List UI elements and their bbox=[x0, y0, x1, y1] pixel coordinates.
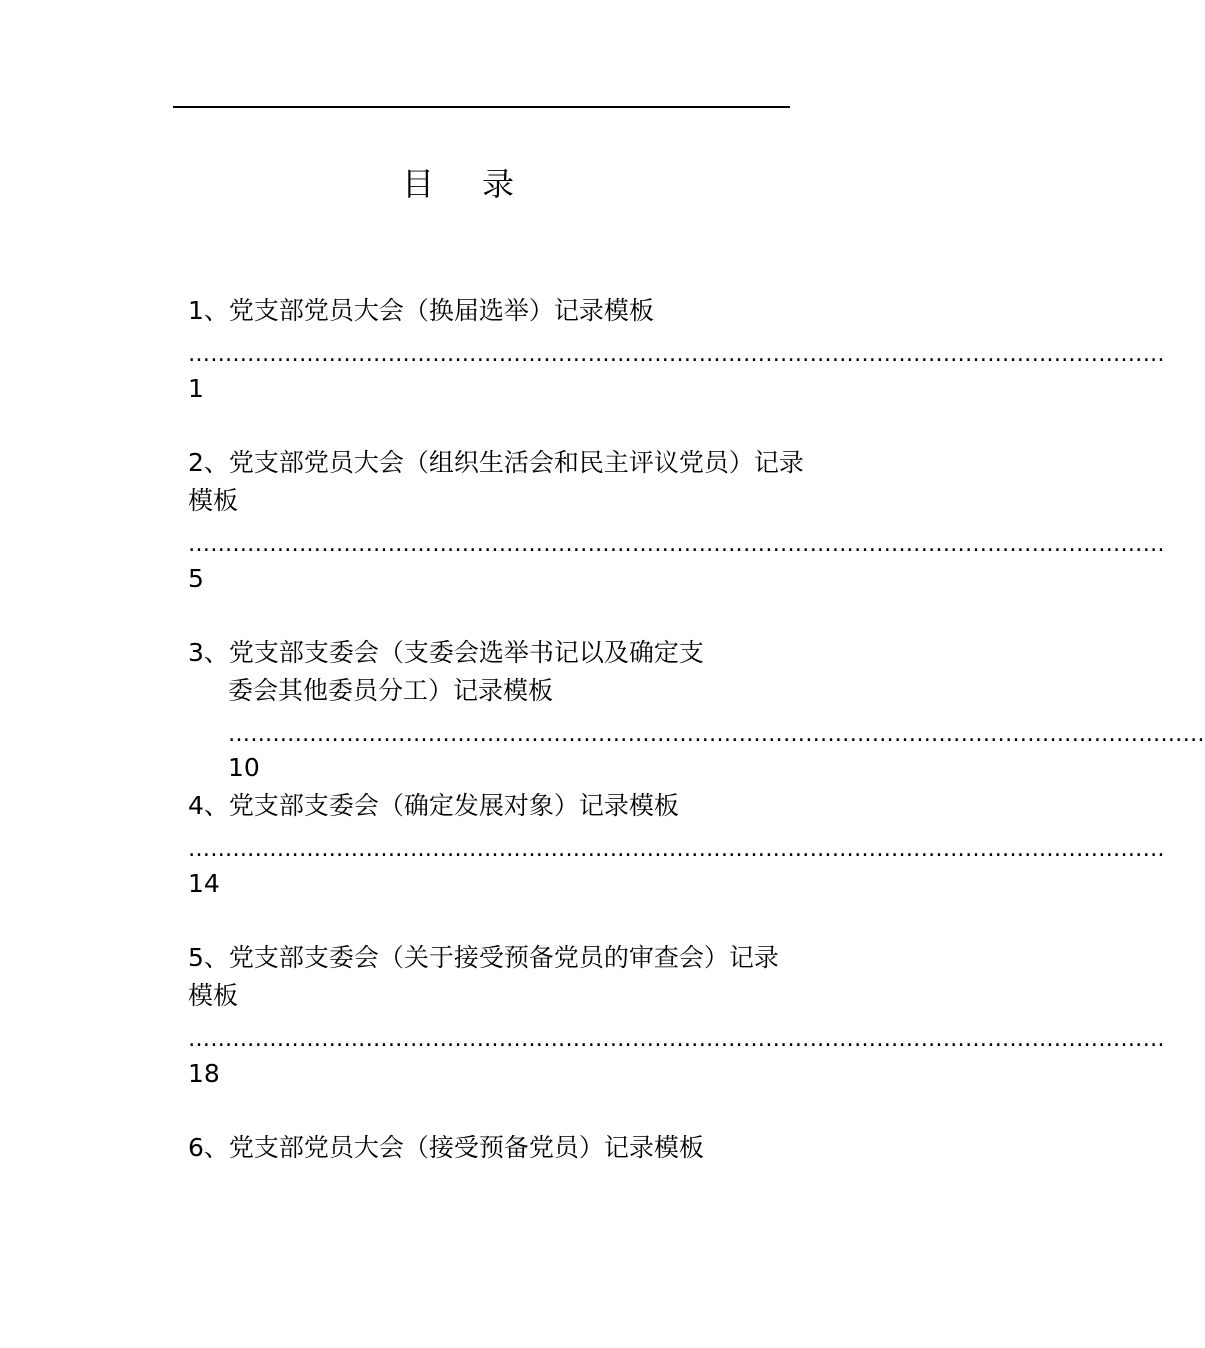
toc-entry-2-page: 5 bbox=[188, 564, 204, 593]
toc-entry-2-title-cont[interactable]: 模板 bbox=[188, 486, 239, 515]
header-rule bbox=[173, 106, 790, 108]
toc-entry-4-title[interactable]: 4、党支部支委会（确定发展对象）记录模板 bbox=[188, 791, 679, 820]
toc-entry-3-page: 10 bbox=[228, 753, 260, 782]
toc-entry-1-leader: …………………………………………………………………………………………………………………… bbox=[188, 342, 1165, 367]
toc-entry-2-title[interactable]: 2、党支部党员大会（组织生活会和民主评议党员）记录 bbox=[188, 448, 804, 477]
toc-entry-4-leader: …………………………………………………………………………………………………………………… bbox=[188, 837, 1165, 862]
toc-entry-3-leader: …………………………………………………………………………………………………………………… bbox=[228, 722, 1205, 747]
toc-entry-6-title[interactable]: 6、党支部党员大会（接受预备党员）记录模板 bbox=[188, 1133, 704, 1162]
toc-entry-5-title[interactable]: 5、党支部支委会（关于接受预备党员的审查会）记录 bbox=[188, 943, 779, 972]
toc-entry-5-leader: …………………………………………………………………………………………………………………… bbox=[188, 1027, 1165, 1052]
toc-entry-1-page: 1 bbox=[188, 374, 204, 403]
toc-entry-5-title-cont[interactable]: 模板 bbox=[188, 981, 239, 1010]
toc-entry-3-title-cont[interactable]: 委会其他委员分工）记录模板 bbox=[228, 676, 554, 705]
toc-entry-5-page: 18 bbox=[188, 1059, 220, 1088]
toc-entry-1-title[interactable]: 1、党支部党员大会（换届选举）记录模板 bbox=[188, 296, 654, 325]
toc-entry-2-leader: …………………………………………………………………………………………………………………… bbox=[188, 532, 1165, 557]
toc-entry-4-page: 14 bbox=[188, 869, 220, 898]
toc-entry-3-title[interactable]: 3、党支部支委会（支委会选举书记以及确定支 bbox=[188, 638, 704, 667]
toc-title: 目录 bbox=[401, 165, 562, 203]
